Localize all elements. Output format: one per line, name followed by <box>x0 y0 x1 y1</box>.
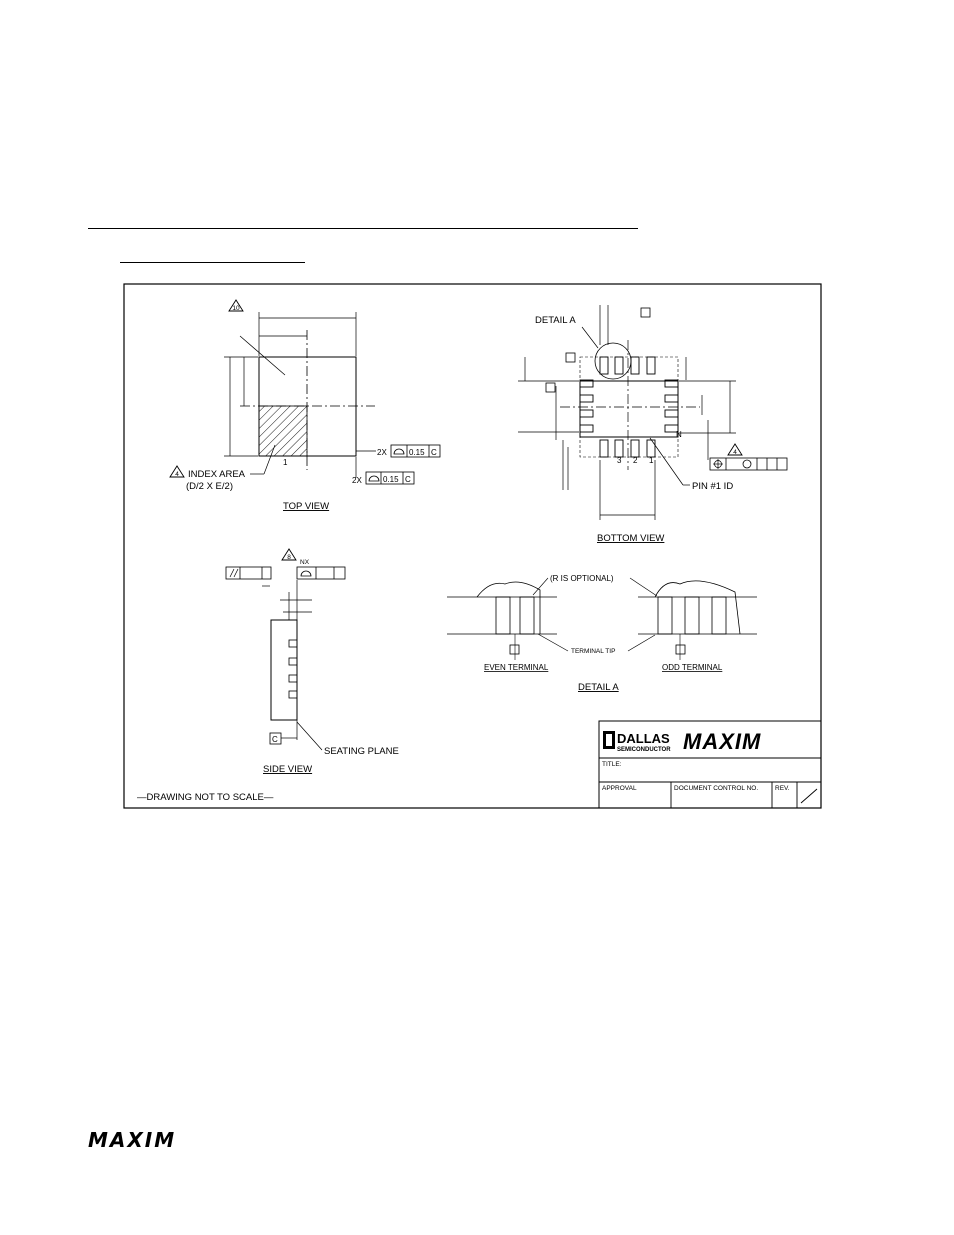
side-view-caption: SIDE VIEW <box>263 764 313 775</box>
side-note-ref: 8 <box>287 554 291 561</box>
side-view-body <box>271 620 297 720</box>
top-note-ref: 10 <box>232 305 240 312</box>
tolerance-value-2: 0.15 <box>383 475 399 484</box>
index-area-formula: (D/2 X E/2) <box>186 481 233 492</box>
index-note-ref: 4 <box>175 471 179 478</box>
pin-number-2: 2 <box>633 456 638 465</box>
pin-id-label: PIN #1 ID <box>692 481 734 492</box>
side-datum: C <box>272 735 278 744</box>
odd-terminal-label: ODD TERMINAL <box>662 663 723 672</box>
tolerance-label-2: 2X <box>352 476 362 485</box>
rev-label: REV. <box>775 785 790 792</box>
top-view <box>170 300 440 512</box>
tolerance-datum-1: C <box>431 448 437 457</box>
pin-n-label: N <box>676 430 682 439</box>
terminal-tip-label: TERMINAL TIP <box>571 648 616 655</box>
tolerance-label-1: 2X <box>377 448 387 457</box>
side-view <box>226 549 399 775</box>
approval-label: APPROVAL <box>602 785 637 792</box>
bottom-view-body <box>580 381 678 437</box>
pin-number-1: 1 <box>649 456 654 465</box>
bottom-view-caption: BOTTOM VIEW <box>597 533 665 544</box>
pin-one-label: 1 <box>283 458 288 467</box>
r-optional-label: (R IS OPTIONAL) <box>550 574 614 583</box>
maxim-logo-title: MAXIM <box>683 729 762 754</box>
footer-maxim-logo: MAXIM <box>88 1128 177 1152</box>
pin-number-3: 3 <box>617 456 622 465</box>
dallas-logo: DALLAS <box>617 731 670 746</box>
index-area-label: INDEX AREA <box>188 469 246 480</box>
top-view-caption: TOP VIEW <box>283 501 330 512</box>
tolerance-datum-2: C <box>405 475 411 484</box>
seating-plane-label: SEATING PLANE <box>324 746 399 757</box>
title-block <box>599 721 821 808</box>
detail-a <box>447 574 757 693</box>
document-control-label: DOCUMENT CONTROL NO. <box>674 785 759 792</box>
bottom-view <box>518 305 787 544</box>
title-label: TITLE: <box>602 761 622 768</box>
detail-callout: DETAIL A <box>535 315 576 326</box>
bottom-note-ref: 4 <box>733 449 737 456</box>
detail-a-caption: DETAIL A <box>578 682 619 693</box>
dallas-subtitle: SEMICONDUCTOR <box>617 747 671 753</box>
tolerance-value-1: 0.15 <box>409 448 425 457</box>
side-nx-label: NX <box>300 559 310 566</box>
even-terminal-label: EVEN TERMINAL <box>484 663 549 672</box>
scale-note: —DRAWING NOT TO SCALE— <box>137 792 274 803</box>
index-area-hatch <box>259 406 307 456</box>
